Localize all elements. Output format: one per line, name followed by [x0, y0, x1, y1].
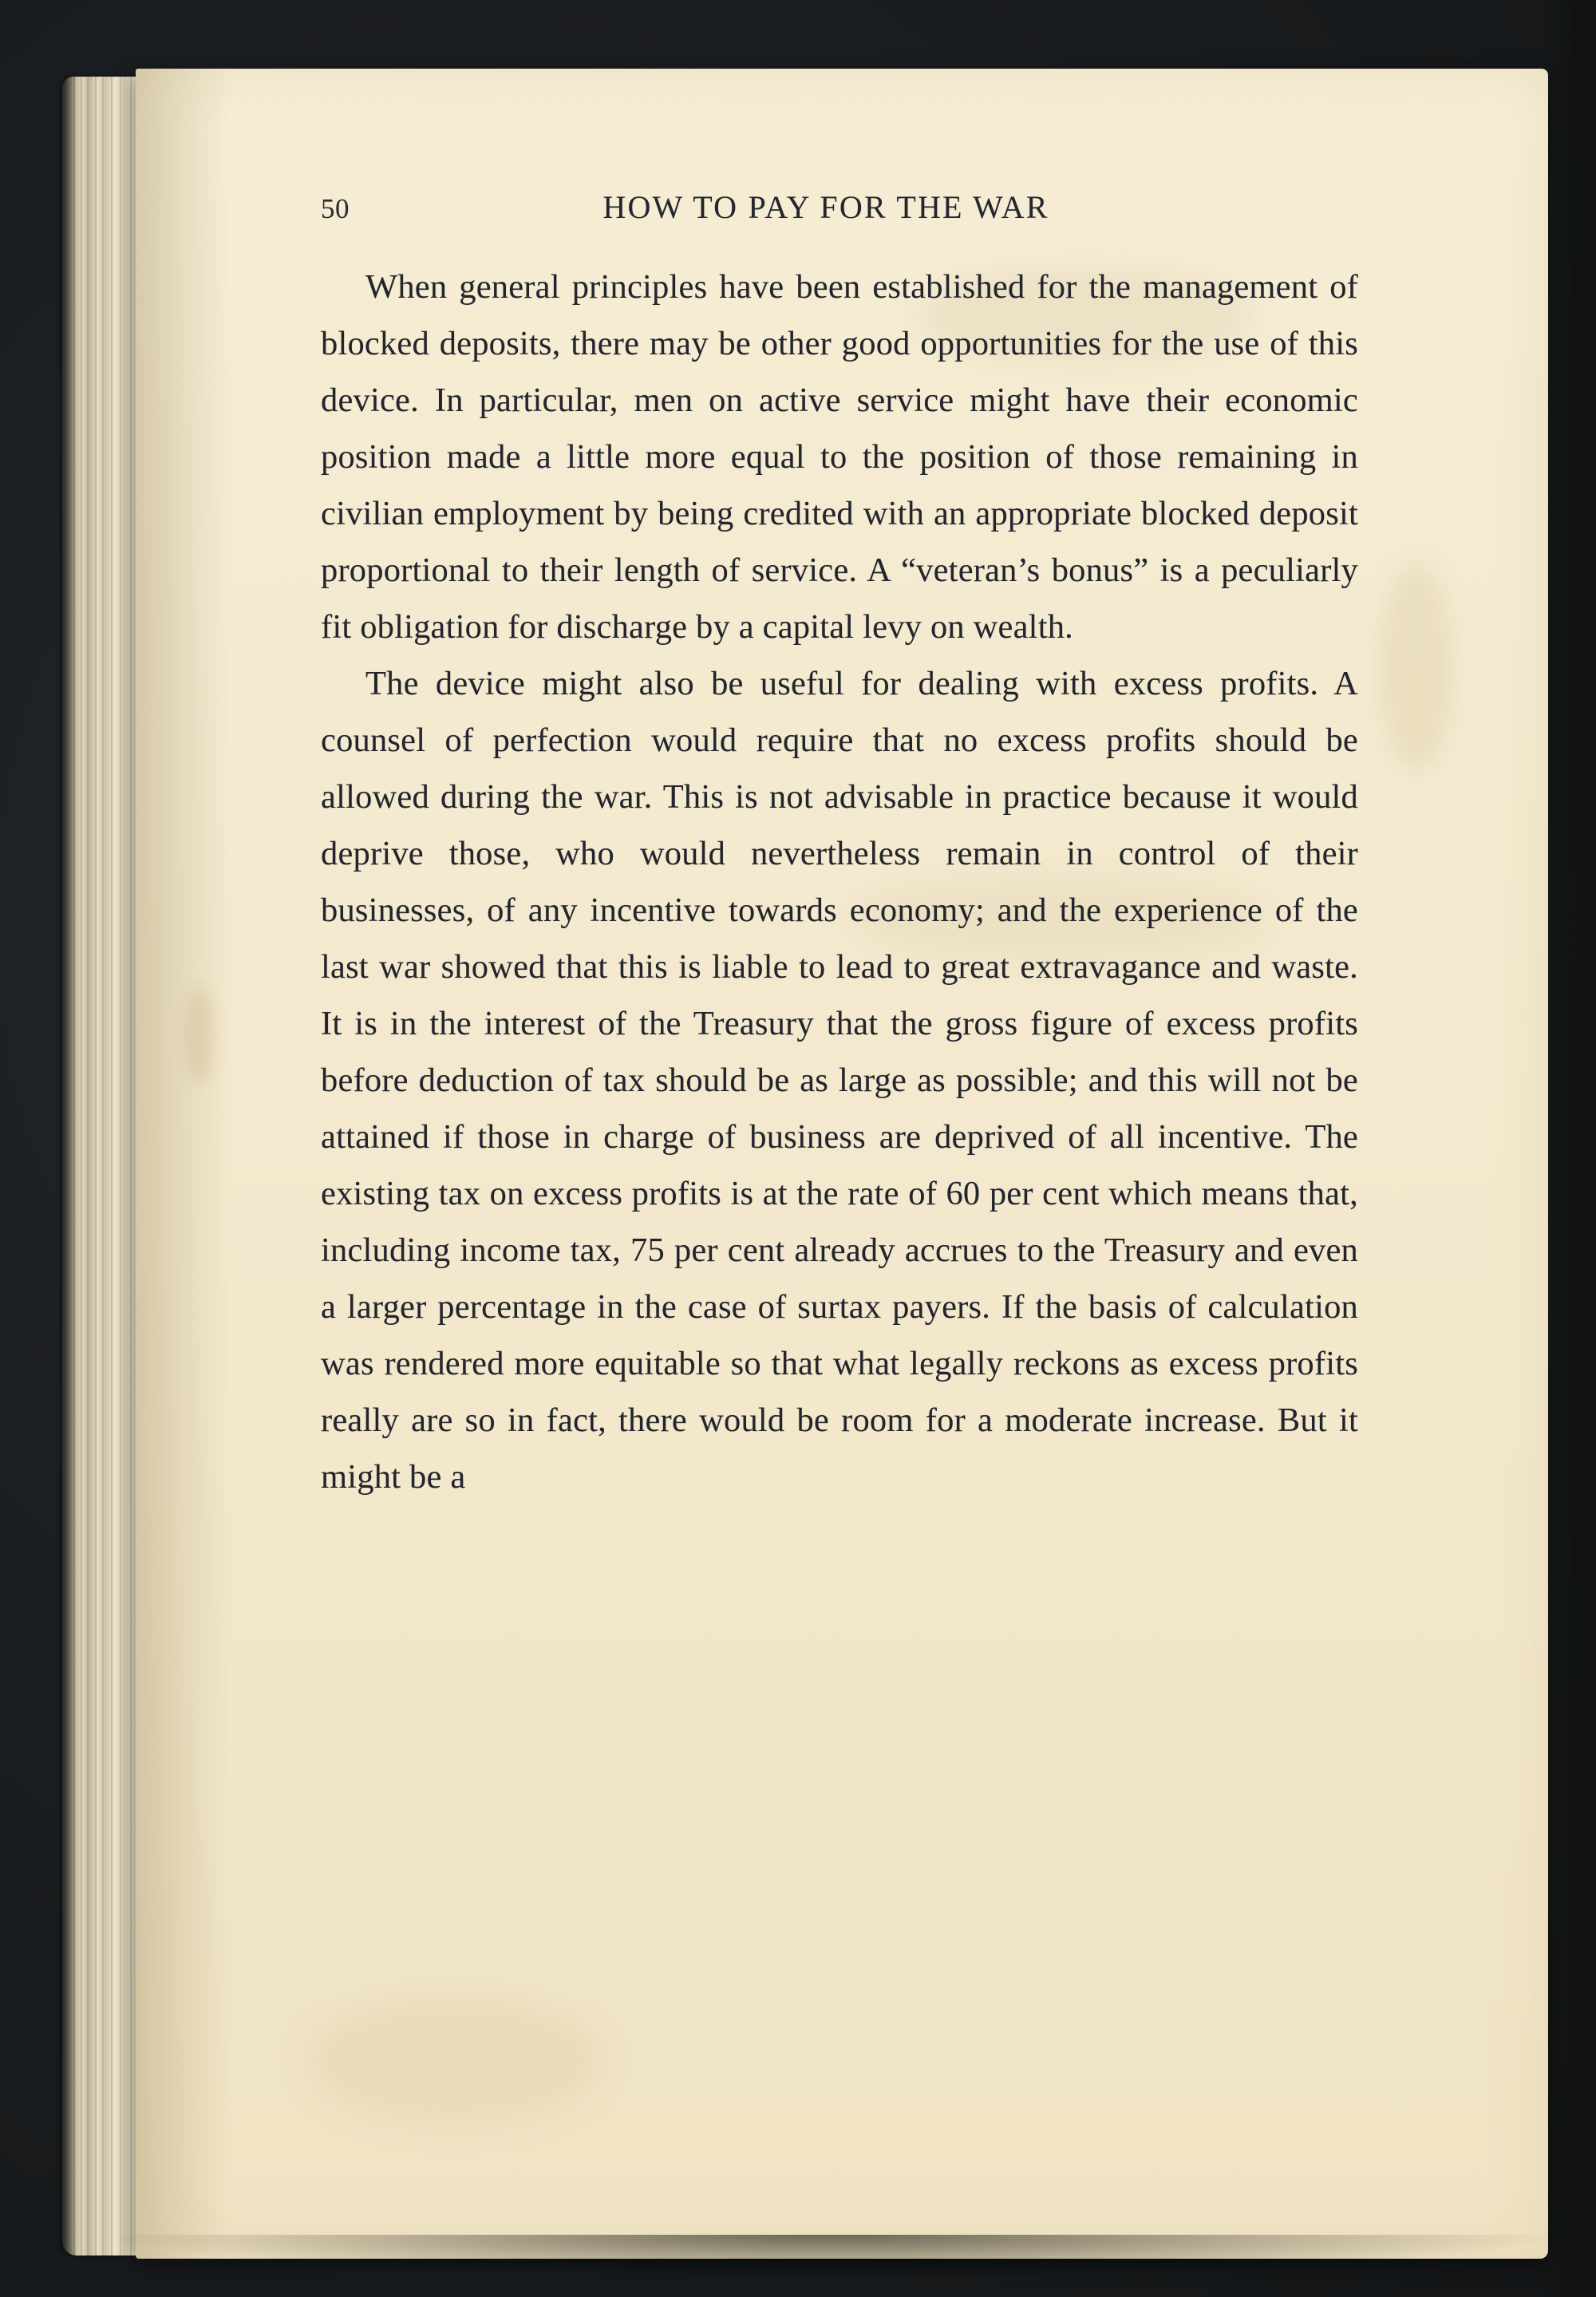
scan-right-vignette — [1547, 0, 1596, 2297]
book-bottom-shadow — [96, 2235, 1564, 2278]
paper-stain — [311, 2000, 598, 2120]
paragraph: The device might also be useful for dealing with excess profits. A counsel of perfection would require that no excess profits should be allowed during the war. This is not advisable in practice because it would deprive those, who would nevertheless remain in control of their businesses, of any incentive towards economy; and the experience of the last war showed that this is liable to lead to great extravagance and waste. It is in the interest of the Treasury that the gross figure of excess profits before deduction of tax should be as large as possible; and this will not be attained if those in charge of business are deprived of all incentive. The existing tax on excess profits is at the rate of 60 per cent which means that, including income tax, 75 per cent already accrues to the Treasury and even a larger percentage in the case of surtax payers. If the basis of calculation was rendered more equitable so that what legally reckons as excess profits really are so in fact, there would be room for a moderate increase. But it might be a — [321, 665, 1358, 1496]
paper-stain — [1381, 563, 1452, 771]
page-text-block — [321, 188, 1358, 1505]
paper-stain — [184, 986, 215, 1082]
running-head-title: HOW TO PAY FOR THE WAR — [602, 189, 1049, 225]
page-sheet — [136, 69, 1548, 2259]
paragraph: When general principles have been established for the management of blocked deposits, there may be other good opportunities for the use of this device. In particular, men on active service might have their economic position made a little more equal to the position of those remaining in civilian employment by being credited with an appropriate blocked deposit proportional to their length of service. A “veteran’s bonus” is a peculiarly fit obligation for discharge by a capital levy on wealth. — [321, 268, 1358, 646]
page-number: 50 — [321, 193, 350, 224]
running-head — [321, 188, 1358, 236]
